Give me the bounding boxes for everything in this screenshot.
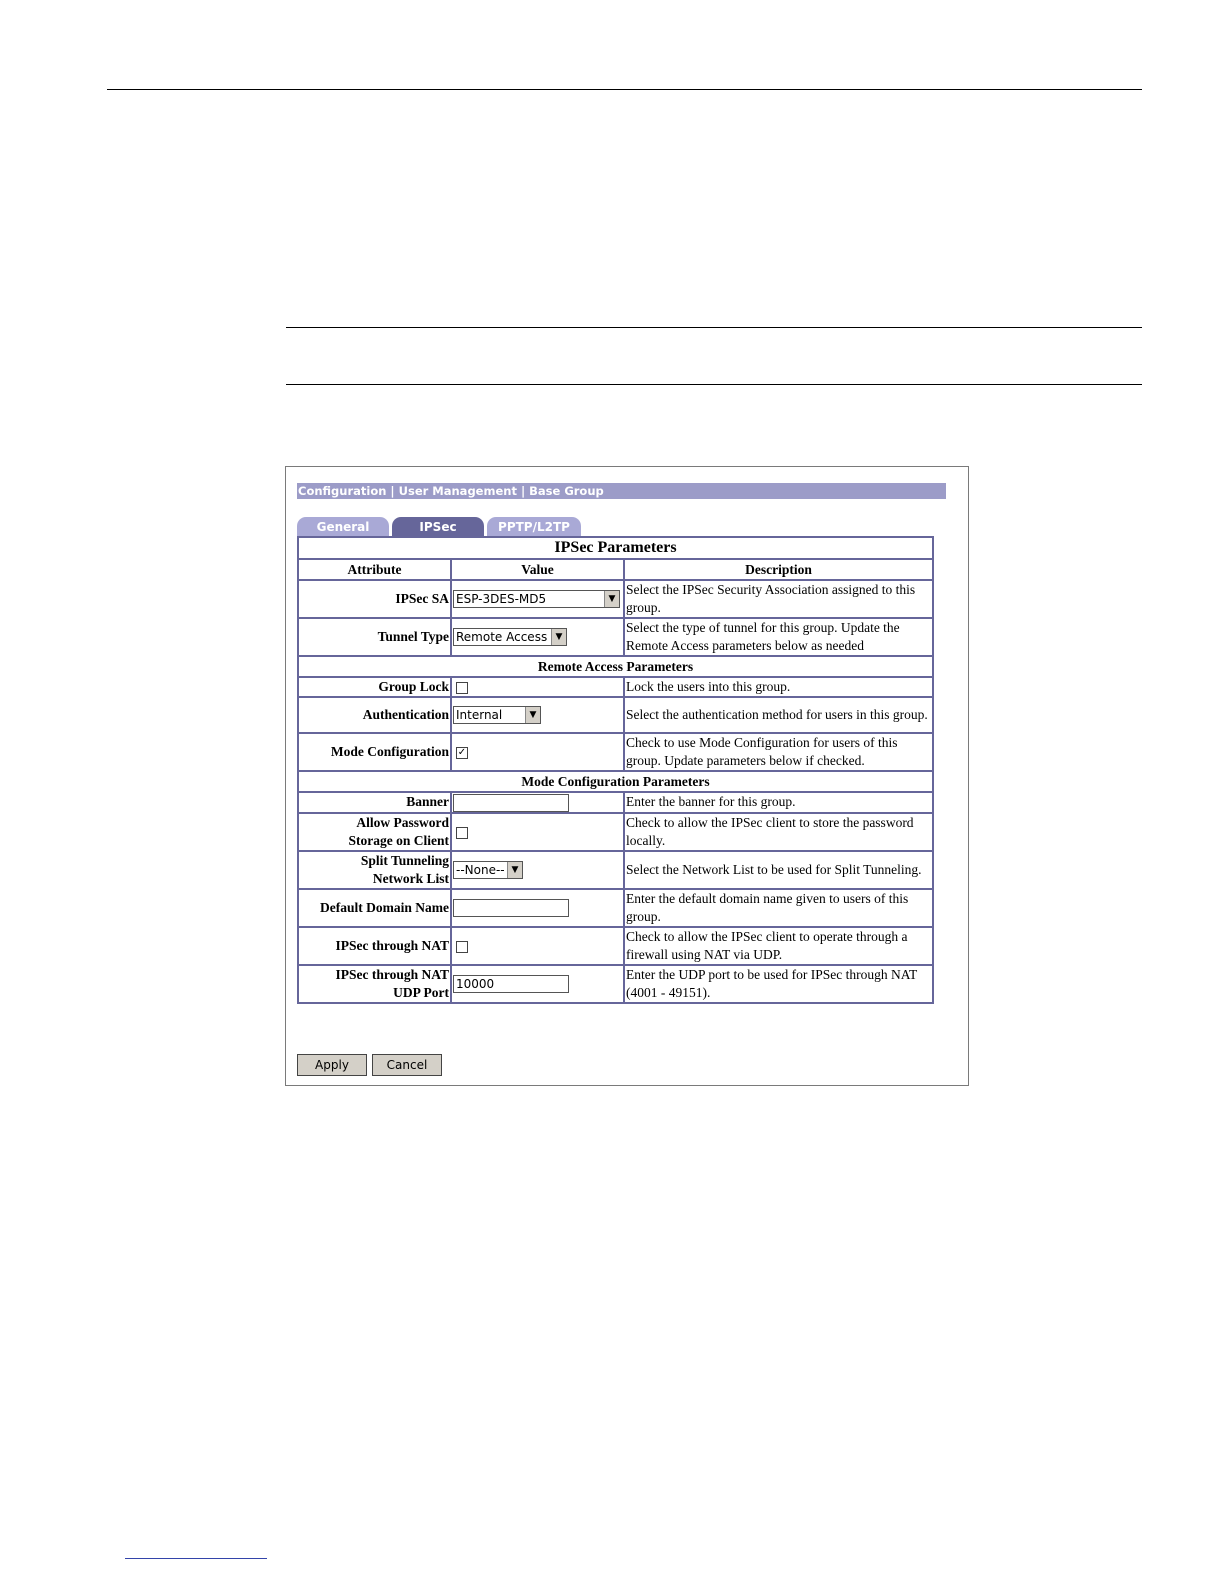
ipsec-nat-port-label-line1: IPSec through NAT xyxy=(335,966,449,982)
ipsec-nat-port-input[interactable]: 10000 xyxy=(453,975,569,993)
section-remote-access: Remote Access Parameters xyxy=(298,656,933,677)
banner-input[interactable] xyxy=(453,794,569,812)
table-title: IPSec Parameters xyxy=(298,537,933,559)
mode-configuration-checkbox[interactable] xyxy=(456,747,468,759)
ipsec-nat-description: Check to allow the IPSec client to operate through a firewall using NAT via UDP. xyxy=(624,927,933,965)
page-header-rule xyxy=(107,89,1142,90)
group-lock-label: Group Lock xyxy=(298,677,451,697)
chevron-down-icon[interactable]: ▼ xyxy=(551,629,566,645)
column-header-description: Description xyxy=(624,559,933,580)
authentication-description: Select the authentication method for users in this group. xyxy=(624,697,933,733)
ipsec-nat-port-description: Enter the UDP port to be used for IPSec through NAT (4001 - 49151). xyxy=(624,965,933,1003)
chevron-down-icon[interactable]: ▼ xyxy=(507,862,522,878)
mode-configuration-label: Mode Configuration xyxy=(298,733,451,771)
allow-password-checkbox[interactable] xyxy=(456,827,468,839)
table-row xyxy=(298,618,933,656)
allow-password-label-line2: Storage on Client xyxy=(348,832,449,848)
tunnel-type-select[interactable] xyxy=(453,628,567,646)
column-header-value: Value xyxy=(451,559,624,580)
chevron-down-icon[interactable]: ▼ xyxy=(525,707,540,723)
tunnel-type-value: Remote Access xyxy=(456,630,548,645)
tab-pptp-l2tp[interactable]: PPTP/L2TP xyxy=(487,517,581,537)
authentication-select[interactable] xyxy=(453,706,541,724)
table-row xyxy=(298,792,933,813)
table-row xyxy=(298,889,933,927)
tunnel-type-description: Select the type of tunnel for this group. Update the Remote Access parameters below as needed xyxy=(624,618,933,656)
split-tunneling-label xyxy=(298,851,451,889)
ipsec-nat-checkbox[interactable] xyxy=(456,941,468,953)
ipsec-sa-value: ESP-3DES-MD5 xyxy=(456,592,547,607)
authentication-value: Internal xyxy=(456,708,503,723)
default-domain-description: Enter the default domain name given to users of this group. xyxy=(624,889,933,927)
tab-ipsec[interactable]: IPSec xyxy=(392,517,484,537)
allow-password-label xyxy=(298,813,451,851)
table-row xyxy=(298,580,933,618)
footer-link-rule xyxy=(125,1558,267,1559)
tab-general[interactable]: General xyxy=(297,517,389,537)
banner-label: Banner xyxy=(298,792,451,813)
screenshot-frame xyxy=(285,466,969,1086)
table-row xyxy=(298,851,933,889)
group-lock-checkbox[interactable] xyxy=(456,682,468,694)
ipsec-parameters-table xyxy=(297,536,934,1004)
tunnel-type-label: Tunnel Type xyxy=(298,618,451,656)
group-lock-description: Lock the users into this group. xyxy=(624,677,933,697)
ipsec-sa-label: IPSec SA xyxy=(298,580,451,618)
table-row xyxy=(298,927,933,965)
mode-configuration-description: Check to use Mode Configuration for users of this group. Update parameters below if checked. xyxy=(624,733,933,771)
ipsec-sa-select[interactable] xyxy=(453,590,620,608)
table-row xyxy=(298,733,933,771)
split-tunneling-description: Select the Network List to be used for Split Tunneling. xyxy=(624,851,933,889)
column-header-attribute: Attribute xyxy=(298,559,451,580)
default-domain-label: Default Domain Name xyxy=(298,889,451,927)
table-row xyxy=(298,677,933,697)
chevron-down-icon[interactable]: ▼ xyxy=(604,591,619,607)
split-tunneling-value: --None-- xyxy=(456,863,505,878)
note-bottom-rule xyxy=(286,384,1142,385)
split-tunneling-select[interactable] xyxy=(453,861,523,879)
apply-button[interactable]: Apply xyxy=(297,1054,367,1076)
note-top-rule xyxy=(286,327,1142,328)
authentication-label: Authentication xyxy=(298,697,451,733)
checkmark-icon: ✓ xyxy=(457,746,467,758)
banner-description: Enter the banner for this group. xyxy=(624,792,933,813)
breadcrumb: Configuration | User Management | Base Group xyxy=(297,483,946,499)
default-domain-input[interactable] xyxy=(453,899,569,917)
table-row xyxy=(298,697,933,733)
allow-password-description: Check to allow the IPSec client to store the password locally. xyxy=(624,813,933,851)
ipsec-nat-port-label xyxy=(298,965,451,1003)
ipsec-nat-label: IPSec through NAT xyxy=(298,927,451,965)
split-tunneling-label-line2: Network List xyxy=(372,870,449,886)
cancel-button[interactable]: Cancel xyxy=(372,1054,442,1076)
table-row xyxy=(298,813,933,851)
allow-password-label-line1: Allow Password xyxy=(356,814,449,830)
split-tunneling-label-line1: Split Tunneling xyxy=(360,852,449,868)
ipsec-nat-port-label-line2: UDP Port xyxy=(393,984,449,1000)
ipsec-sa-description: Select the IPSec Security Association assigned to this group. xyxy=(624,580,933,618)
section-mode-configuration: Mode Configuration Parameters xyxy=(298,771,933,792)
table-row xyxy=(298,965,933,1003)
